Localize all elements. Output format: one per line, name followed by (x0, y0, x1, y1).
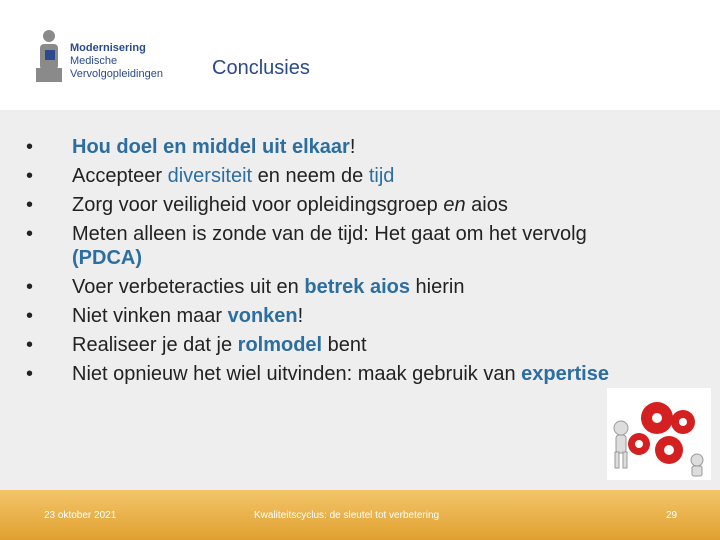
logo-figure-icon (34, 28, 68, 84)
bullet-text: rolmodel (237, 334, 323, 356)
gears-illustration (607, 388, 711, 480)
bullet-item (26, 135, 626, 159)
bullet-item (26, 193, 626, 217)
logo-line-1: Modernisering (70, 42, 146, 54)
bullet-item (26, 362, 626, 386)
slide-header (0, 0, 720, 110)
bullet-text: Niet vinken maar (72, 305, 228, 327)
bullet-dot: • (26, 276, 34, 298)
gears-icon (607, 388, 711, 480)
bullet-dot: • (26, 363, 34, 385)
bullet-dot: • (26, 194, 34, 216)
slide-footer (0, 490, 720, 540)
bullet-text: Realiseer je dat je (72, 334, 238, 356)
slide-number: 29 (666, 510, 678, 521)
bullet-text: Meten alleen is zonde van de tijd: Het gaat om het vervolg (72, 223, 587, 245)
bullet-dot: • (26, 136, 34, 158)
logo-text (70, 42, 163, 81)
bullet-text: Hou doel en middel uit elkaar (72, 136, 350, 158)
bullet-dot: • (26, 165, 34, 187)
bullet-text: (PDCA) (72, 247, 142, 269)
bullet-text: tijd (368, 165, 395, 187)
bullet-item (26, 275, 626, 299)
logo-line-3: Vervolgopleidingen (70, 68, 163, 80)
bullet-text: Niet opnieuw het wiel uitvinden: maak gebruik van (72, 363, 522, 385)
bullet-text: betrek aios (304, 276, 410, 298)
bullet-text: Voer verbeteracties uit en (72, 276, 305, 298)
bullet-text: ! (349, 136, 356, 158)
footer-subject: Kwaliteitscyclus: de sleutel tot verbetering (254, 510, 440, 521)
footer-date: 23 oktober 2021 (44, 510, 117, 521)
bullet-item (26, 164, 626, 188)
slide-title: Conclusies (212, 57, 310, 79)
bullet-text: hierin (409, 276, 465, 298)
bullet-text: ! (297, 305, 304, 327)
bullet-dot: • (26, 334, 34, 356)
bullet-item (26, 333, 626, 357)
bullet-text: diversiteit (167, 165, 253, 187)
bullet-item (26, 222, 626, 270)
bullet-text: Zorg voor veiligheid voor opleidingsgroep (72, 194, 444, 216)
bullet-text: expertise (521, 363, 609, 385)
bullet-text: en (443, 194, 466, 216)
bullet-text: en neem de (252, 165, 369, 187)
bullet-text: aios (465, 194, 508, 216)
logo-line-2: Medische (70, 55, 118, 67)
bullet-text: vonken (227, 305, 298, 327)
bullet-text: bent (322, 334, 367, 356)
mmv-logo (34, 28, 184, 88)
bullet-item (26, 304, 626, 328)
bullet-dot: • (26, 305, 34, 327)
bullet-dot: • (26, 223, 34, 245)
bullet-text: Accepteer (72, 165, 168, 187)
bullet-list (26, 135, 626, 391)
